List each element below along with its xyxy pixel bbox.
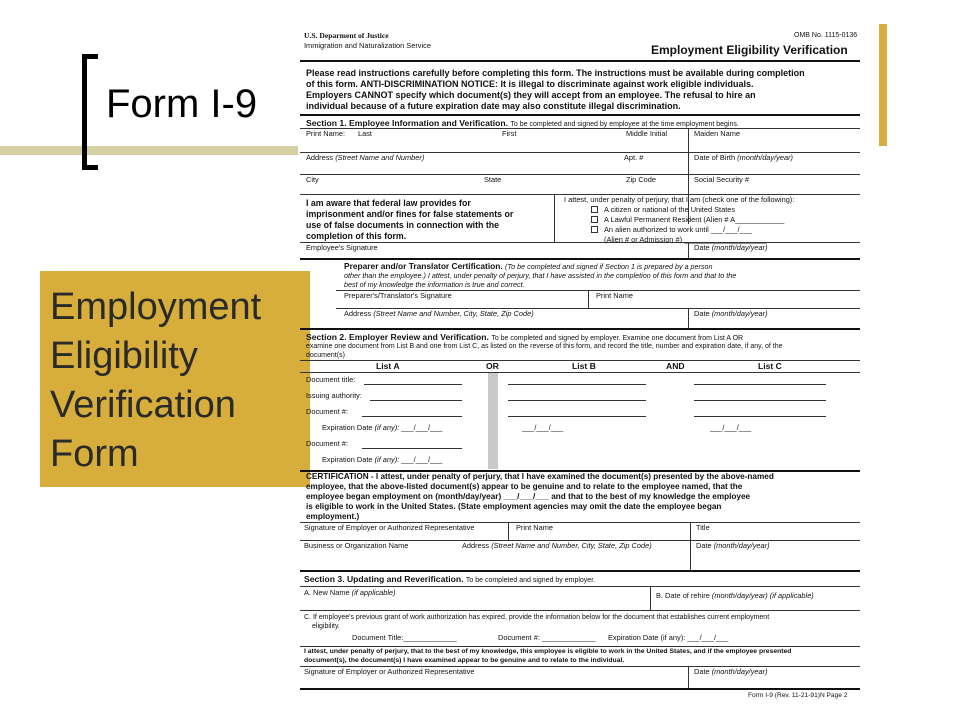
preparer-sub-line: best of my knowledge the information is true and correct. — [344, 280, 525, 289]
rule — [688, 666, 689, 688]
business-address-label — [462, 542, 652, 550]
expiration-label — [322, 424, 442, 432]
doc-number-2-label: Document #: — [306, 439, 348, 448]
certification-line: employee began employment on (month/day/year) ___/___/___ and that to the best of my knowledge the employee — [306, 492, 751, 501]
employer-title-label: Title — [696, 523, 710, 532]
section3-c-line: C. If employee's previous grant of work authorization has expired, provide the information below for the document that establishes current employment — [304, 614, 770, 621]
resident-checkbox[interactable] — [591, 216, 598, 223]
issuing-authority-label: Issuing authority: — [306, 391, 362, 400]
rule — [300, 174, 860, 175]
header-rule — [300, 60, 860, 62]
notice-rule — [300, 114, 860, 116]
form-i9-scan — [296, 26, 866, 706]
section2-title: Section 2. Employer Review and Verification. — [306, 332, 489, 342]
section2-sub-line: document(s) — [306, 352, 345, 359]
or-divider-bar — [488, 373, 498, 469]
rule — [508, 522, 509, 540]
last-label: Last — [358, 129, 372, 138]
date-text: Date — [696, 541, 712, 550]
aware-line: completion of this form. — [306, 231, 407, 241]
date-hint: (month/day/year) — [711, 243, 768, 252]
preparer-print-name-label: Print Name — [596, 291, 633, 300]
certification-line: employee, that the above-listed document(s) appear to be genuine and to relate to the employee named, that the — [306, 482, 743, 491]
notice-line: Please read instructions carefully before completing this form. The instructions must be available during completion — [306, 68, 805, 78]
date-text: Date — [694, 309, 710, 318]
new-name-hint: (if applicable) — [351, 588, 396, 597]
dob-text: Date of Birth — [694, 153, 736, 162]
alien-option: An alien authorized to work until ___/___/___ — [604, 225, 752, 234]
notice-line: Employers CANNOT specify which document(s) they will accept from an employee. The refusal to hire an — [306, 90, 756, 100]
rule — [300, 128, 860, 129]
list-b-doc-title-blank[interactable] — [508, 384, 646, 385]
caption-line: Employment — [50, 286, 262, 328]
section3-sub: To be completed and signed by employer. — [465, 577, 596, 584]
omb-number: OMB No. 1115-0136 — [794, 32, 858, 39]
section3-c-line: eligibility. — [312, 623, 340, 630]
employee-date-label — [694, 244, 768, 252]
rehire-text: B. Date of rehire — [656, 591, 710, 600]
rehire-hint: (month/day/year) (if applicable) — [711, 591, 814, 600]
section1-title: Section 1. Employee Information and Verification. — [306, 118, 508, 128]
preparer-address-label — [344, 310, 534, 318]
section3-doc-title: Document Title:_____________ — [352, 633, 457, 642]
list-a-exp-2-blank[interactable]: ___/___/___ — [401, 455, 443, 464]
certification-line: CERTIFICATION - I attest, under penalty of perjury, that I have examined the document(s) presented by the above-named — [306, 472, 774, 481]
notice-line: of this form. ANTI-DISCRIMINATION NOTICE: It is illegal to discriminate against work eligible individuals. — [306, 79, 754, 89]
list-c-header: List C — [758, 361, 782, 371]
section1-heading — [306, 118, 739, 128]
dob-label — [694, 154, 793, 162]
certification-line: is eligible to work in the United States. (State employment agencies may omit the date the employee began — [306, 502, 722, 511]
caption-text — [50, 283, 305, 479]
section3-doc-number: Document #: _____________ — [498, 633, 596, 642]
title-underline-bar — [0, 146, 298, 155]
rule — [300, 328, 860, 330]
list-a-header: List A — [376, 361, 400, 371]
slide-title: Form I-9 — [106, 82, 258, 126]
date-hint: (month/day/year) — [713, 541, 770, 550]
new-name-text: A. New Name — [304, 588, 350, 597]
caption-line: Form — [50, 433, 139, 475]
list-a-exp-blank[interactable]: ___/___/___ — [401, 423, 443, 432]
citizen-checkbox[interactable] — [591, 206, 598, 213]
and-label: AND — [666, 361, 685, 371]
certification-line: employment.) — [306, 512, 360, 521]
rehire-label — [656, 592, 814, 600]
address-hint: (Street Name and Number, City, State, Zip Code) — [373, 309, 534, 318]
new-name-label — [304, 589, 396, 597]
list-a-doc-number-2-blank[interactable] — [362, 448, 462, 449]
expiration-2-label — [322, 456, 442, 464]
address-hint: (Street Name and Number) — [335, 153, 425, 162]
section3-date-label — [694, 668, 768, 676]
list-b-doc-number-blank[interactable] — [508, 416, 646, 417]
preparer-heading — [344, 262, 713, 271]
preparer-title: Preparer and/or Translator Certification. — [344, 261, 503, 271]
section1-sub: To be completed and signed by employee at the time employment begins. — [510, 121, 739, 128]
list-c-doc-number-blank[interactable] — [694, 416, 826, 417]
list-b-header: List B — [572, 361, 596, 371]
section3-expiration: Expiration Date (if any): ___/___/___ — [608, 633, 729, 642]
alien-checkbox[interactable] — [591, 226, 598, 233]
list-c-issuing-blank[interactable] — [694, 400, 826, 401]
address-hint: (Street Name and Number, City, State, Zip Code) — [491, 541, 652, 550]
preparer-signature-label: Preparer's/Translator's Signature — [344, 291, 452, 300]
exp-text: Expiration Date — [322, 423, 373, 432]
zip-label: Zip Code — [626, 175, 656, 184]
section3-attest-line: document(s), the document(s) I have examined appear to be genuine and to relate to the individual. — [304, 657, 625, 664]
list-b-exp-blank[interactable]: ___/___/___ — [522, 423, 564, 432]
certification-date-label — [696, 542, 770, 550]
employer-print-name-label: Print Name — [516, 523, 553, 532]
exp-hint: (if any): — [374, 455, 400, 464]
rule — [300, 646, 860, 647]
address-text: Address — [462, 541, 490, 550]
preparer-date-label — [694, 310, 768, 318]
rule — [688, 242, 689, 258]
doc-number-label: Document #: — [306, 407, 348, 416]
maiden-name-label: Maiden Name — [694, 129, 741, 138]
section3-title: Section 3. Updating and Reverification. — [304, 574, 464, 584]
employee-signature-label: Employee's Signature — [306, 243, 378, 252]
doc-title-label: Document title: — [306, 375, 356, 384]
or-label: OR — [486, 361, 499, 371]
caption-line: Verification — [50, 384, 236, 426]
aware-line: use of false documents in connection with the — [306, 220, 500, 230]
list-a-doc-number-blank[interactable] — [362, 416, 462, 417]
rule — [690, 522, 691, 570]
rule — [300, 688, 860, 690]
section3-signature-label: Signature of Employer or Authorized Representative — [304, 667, 475, 676]
date-hint: (month/day/year) — [711, 309, 768, 318]
address-label — [306, 154, 424, 162]
resident-option: A Lawful Permanent Resident (Alien # A____________ — [604, 215, 785, 224]
list-a-issuing-blank[interactable] — [370, 400, 462, 401]
citizen-option: A citizen or national of the United States — [604, 205, 736, 214]
preparer-sub-line: other than the employee.) I attest, under penalty of perjury, that I have assisted in the completion of this form and that to the — [344, 271, 737, 280]
section2-sub-line: To be completed and signed by employer. Examine one document from List A OR — [491, 335, 744, 342]
rule — [300, 586, 860, 587]
notice-line: individual because of a future expiration date may also constitute illegal discrimination. — [306, 101, 681, 111]
section3-attest-line: I attest, under penalty of perjury, that to the best of my knowledge, this employee is eligible to work in the United States, and if the employee presented — [304, 648, 792, 655]
rule — [300, 242, 860, 243]
apt-label: Apt. # — [624, 153, 644, 162]
exp-hint: (if any): — [374, 423, 400, 432]
aware-line: imprisonment and/or fines for false statements or — [306, 209, 514, 219]
address-text: Address — [344, 309, 372, 318]
rule — [554, 194, 555, 242]
rule — [300, 610, 860, 611]
address-text: Address — [306, 153, 334, 162]
exp-text: Expiration Date — [322, 455, 373, 464]
rule — [588, 290, 589, 308]
title-bracket — [82, 54, 98, 170]
preparer-sub-line: (To be completed and signed if Section 1 is prepared by a person — [505, 262, 713, 271]
rule — [300, 372, 860, 373]
aware-line: I am aware that federal law provides for — [306, 198, 471, 208]
employer-signature-label: Signature of Employer or Authorized Representative — [304, 523, 475, 532]
list-c-exp-blank[interactable]: ___/___/___ — [710, 423, 752, 432]
first-label: First — [502, 129, 517, 138]
dob-hint: (month/day/year) — [737, 153, 794, 162]
section3-heading — [304, 574, 595, 584]
section2-heading — [306, 332, 743, 342]
ssn-label: Social Security # — [694, 175, 750, 184]
agency-line2: Immigration and Naturalization Service — [304, 41, 431, 50]
attest-label: I attest, under penalty of perjury, that I am (check one of the following): — [564, 195, 795, 204]
rule — [300, 258, 860, 260]
date-text: Date — [694, 243, 710, 252]
rule — [650, 586, 651, 610]
section2-sub-line: examine one document from List B and one from List C, as listed on the reverse of this form, and record the title, number and expiration date, if any, of the — [306, 343, 783, 350]
form-title: Employment Eligibility Verification — [651, 43, 848, 57]
business-name-label: Business or Organization Name — [304, 541, 409, 550]
date-text: Date — [694, 667, 710, 676]
print-name-label: Print Name: — [306, 129, 346, 138]
city-label: City — [306, 175, 319, 184]
alien-number-option: (Alien # or Admission #) ____________________ — [604, 235, 767, 244]
list-a-doc-title-blank[interactable] — [364, 384, 462, 385]
date-hint: (month/day/year) — [711, 667, 768, 676]
state-label: State — [484, 175, 502, 184]
middle-initial-label: Middle Initial — [626, 129, 668, 138]
rule — [688, 308, 689, 328]
caption-line: Eligibility — [50, 335, 198, 377]
form-footer: Form I-9 (Rev. 11-21-91)N Page 2 — [748, 692, 848, 699]
aware-statement — [306, 198, 513, 242]
agency-line1: U.S. Deparment of Justice — [304, 31, 389, 40]
list-c-doc-title-blank[interactable] — [694, 384, 826, 385]
list-b-issuing-blank[interactable] — [508, 400, 646, 401]
rule — [300, 570, 860, 572]
right-accent-bar — [879, 24, 887, 146]
